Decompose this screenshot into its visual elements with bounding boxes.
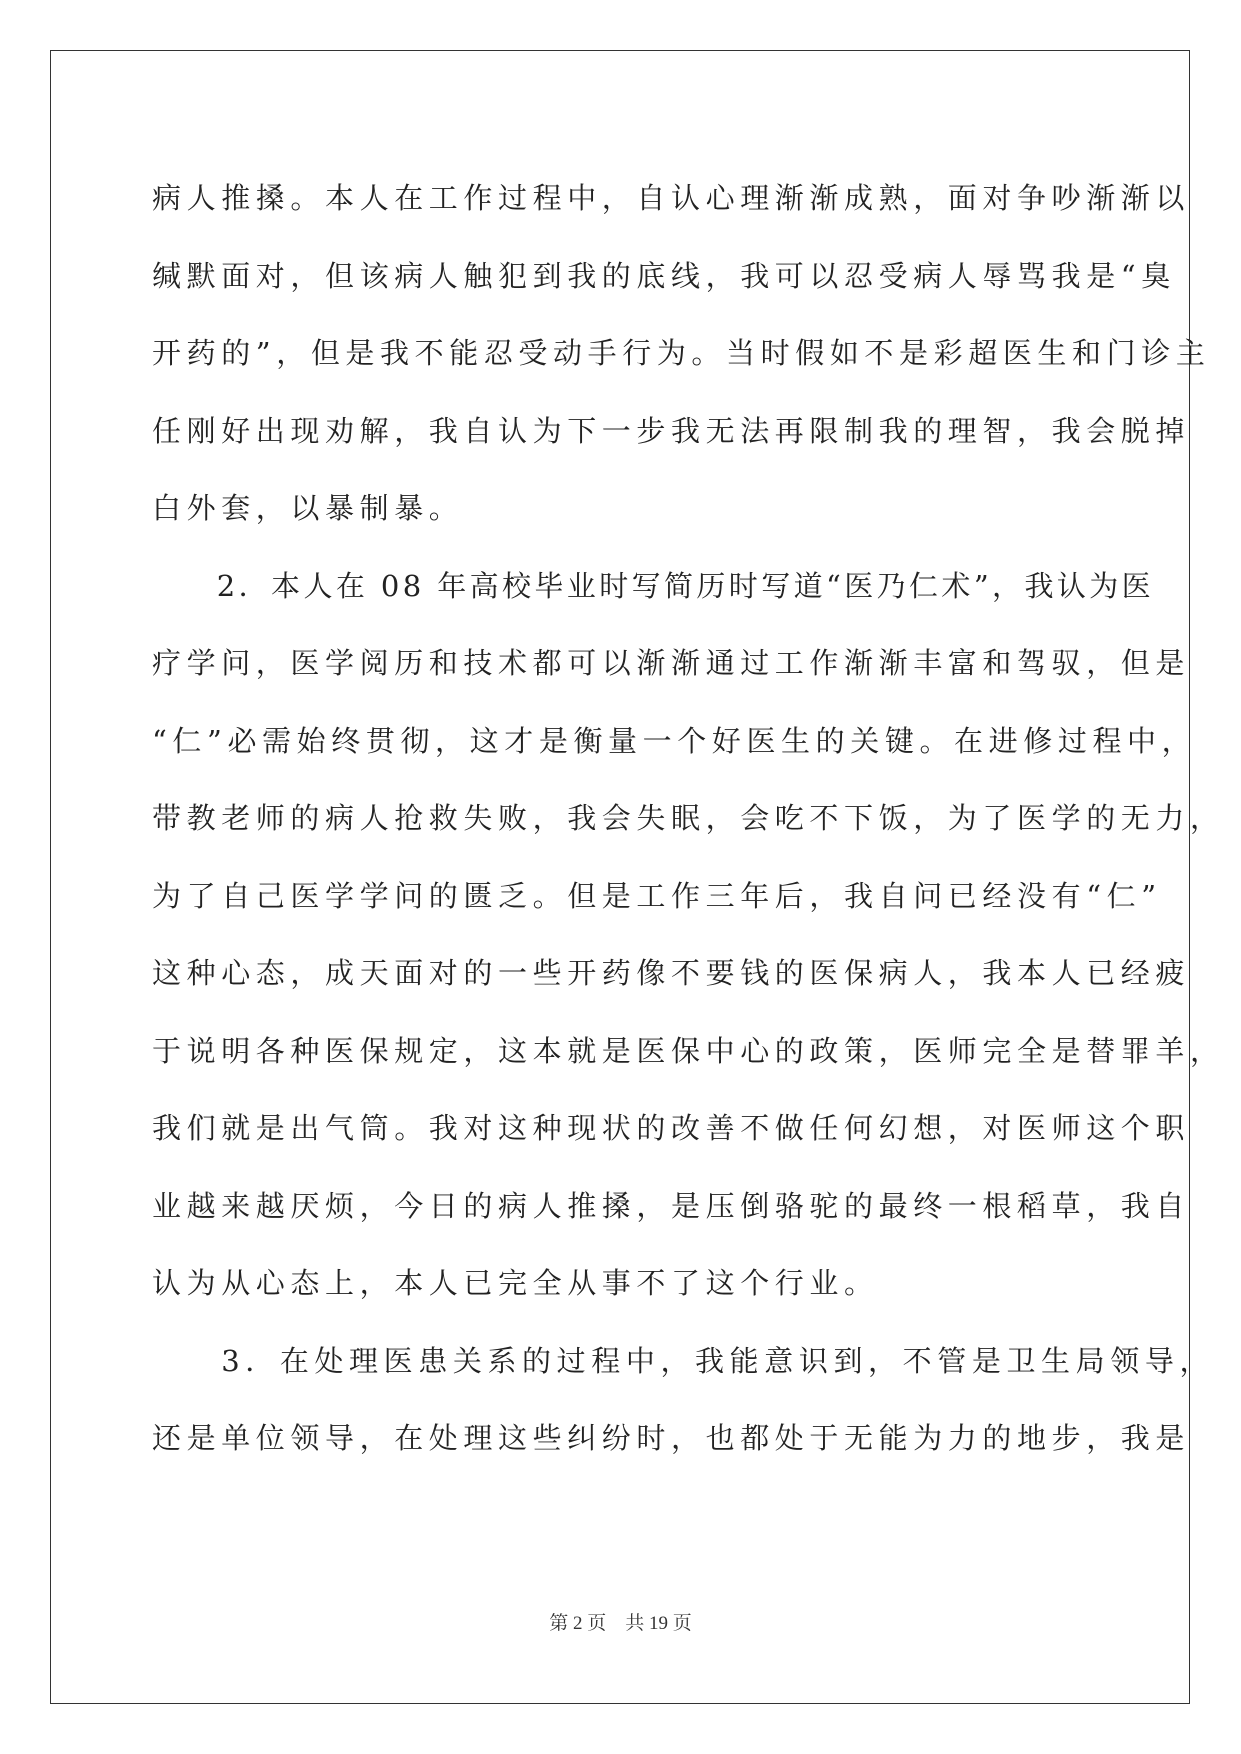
document-body: [152, 160, 1225, 1478]
text-line: 这种心态，成天面对的一些开药像不要钱的医保病人，我本人已经疲: [152, 956, 1191, 990]
text-line: 开药的”，但是我不能忍受动手行为。当时假如不是彩超医生和门诊主: [152, 336, 1211, 370]
text-line: 2．本人在 08 年高校毕业时写简历时写道“医乃仁术”，我认为医: [152, 568, 1155, 603]
text-line: 缄默面对，但该病人触犯到我的底线，我可以忍受病人辱骂我是“臭: [152, 258, 1176, 293]
text-line: 还是单位领导，在处理这些纠纷时，也都处于无能为力的地步，我是: [152, 1421, 1191, 1455]
text-line: 为了自己医学学问的匮乏。但是工作三年后，我自问已经没有“仁”: [152, 878, 1162, 913]
text-line: 我们就是出气筒。我对这种现状的改善不做任何幻想，对医师这个职: [152, 1111, 1191, 1145]
text-line: 病人推搡。本人在工作过程中，自认心理渐渐成熟，面对争吵渐渐以: [152, 181, 1191, 215]
text-line: 带教老师的病人抢救失败，我会失眠，会吃不下饭，为了医学的无力，: [152, 801, 1225, 835]
text-line: 业越来越厌烦，今日的病人推搡，是压倒骆驼的最终一根稻草，我自: [152, 1188, 1191, 1223]
text-line: 疗学问，医学阅历和技术都可以渐渐通过工作渐渐丰富和驾驭，但是: [152, 646, 1191, 680]
text-line: 3．在处理医患关系的过程中，我能意识到，不管是卫生局领导，: [152, 1343, 1215, 1378]
text-line: “仁”必需始终贯彻，这才是衡量一个好医生的关键。在进修过程中，: [152, 723, 1197, 758]
text-line: 认为从心态上，本人已完全从事不了这个行业。: [152, 1266, 879, 1300]
text-line: 于说明各种医保规定，这本就是医保中心的政策，医师完全是替罪羊，: [152, 1033, 1225, 1068]
page-number-label: 第 2 页 共 19 页: [549, 1613, 692, 1634]
text-line: 任刚好出现劝解，我自认为下一步我无法再限制我的理智，我会脱掉: [152, 413, 1191, 448]
text-line: 白外套，以暴制暴。: [152, 491, 464, 525]
page-footer: [0, 1608, 1241, 1635]
